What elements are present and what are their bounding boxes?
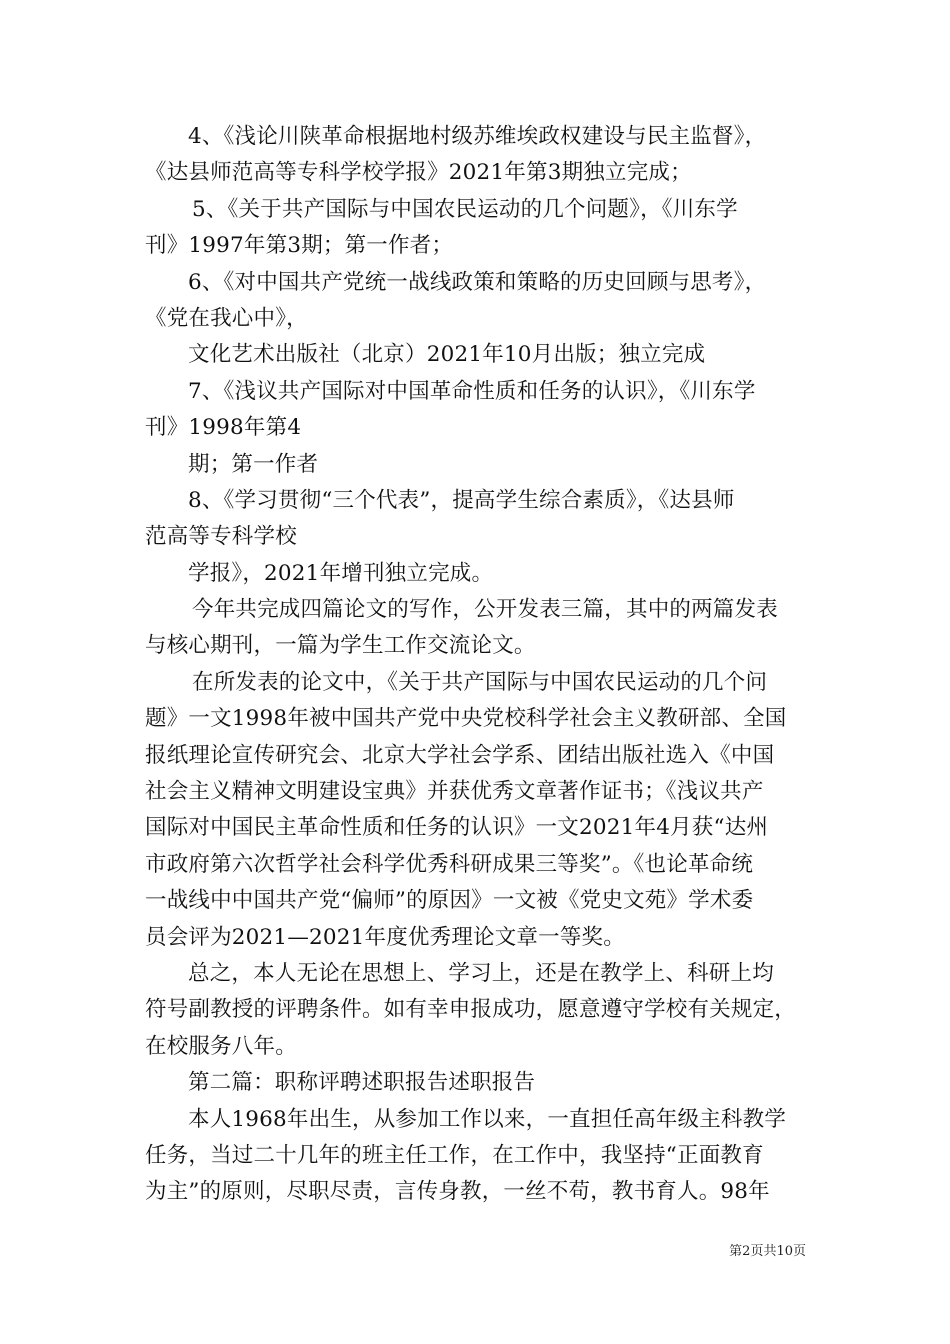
text-line: 5、《关于共产国际与中国农民运动的几个问题》，《川东学 [192, 196, 738, 222]
text-line: 6、《对中国共产党统一战线政策和策略的历史回顾与思考》， [188, 269, 767, 295]
text-line: 市政府第六次哲学社会科学优秀科研成果三等奖”。《也论革命统 [145, 851, 754, 877]
text-line: 本人1968年出生，从参加工作以来，一直担任高年级主科教学 [188, 1106, 787, 1132]
text-line: 一战线中中国共产党“偏师”的原因》一文被《党史文苑》学术委 [145, 888, 754, 914]
text-line: 7、《浅议共产国际对中国革命性质和任务的认识》，《川东学 [188, 378, 756, 404]
text-line: 学报》，2021年增刊独立完成。 [188, 560, 494, 586]
text-line: 社会主义精神文明建设宝典》并获优秀文章著作证书；《浅议共产 [145, 779, 764, 805]
page-number-footer: 第2页共10页 [729, 1244, 806, 1259]
text-line: 任务，当过二十几年的班主任工作，在工作中，我坚持“正面教育 [145, 1142, 764, 1168]
text-line: 《党在我心中》， [145, 305, 308, 331]
document-body [145, 119, 810, 1211]
text-line: 第二篇：职称评聘述职报告述职报告 [188, 1070, 536, 1096]
text-line: 题》一文1998年被中国共产党中央党校科学社会主义教研部、全国 [145, 706, 787, 732]
text-line: 4、《浅论川陕革命根据地村级苏维埃政权建设与民主监督》， [188, 124, 767, 149]
text-line: 今年共完成四篇论文的写作，公开发表三篇，其中的两篇发表 [192, 597, 778, 623]
text-line: 员会评为2021—2021年度优秀理论文章一等奖。 [145, 924, 625, 950]
text-line: 报纸理论宣传研究会、北京大学社会学系、团结出版社选入《中国 [145, 742, 775, 768]
text-line: 为主”的原则，尽职尽责，言传身教，一丝不苟，教书育人。98年 [145, 1179, 770, 1205]
text-line: 8、《学习贯彻“三个代表”，提高学生综合素质》，《达县师 [188, 487, 735, 513]
text-line: 在校服务八年。 [145, 1033, 297, 1059]
text-line: 刊》1998年第4 [145, 415, 302, 441]
text-line: 刊》1997年第3期；第一作者； [145, 233, 454, 259]
text-line: 文化艺术出版社（北京）2021年10月出版；独立完成 [188, 342, 706, 368]
text-line: 范高等专科学校 [145, 524, 297, 550]
text-line: 《达县师范高等专科学校学报》2021年第3期独立完成； [145, 160, 692, 186]
text-line: 与核心期刊，一篇为学生工作交流论文。 [145, 633, 536, 659]
text-line: 国际对中国民主革命性质和任务的认识》一文2021年4月获“达州 [145, 815, 769, 841]
text-line: 期；第一作者 [188, 451, 319, 477]
text-line: 在所发表的论文中，《关于共产国际与中国农民运动的几个问 [192, 669, 768, 695]
text-line: 总之，本人无论在思想上、学习上，还是在教学上、科研上均 [188, 960, 774, 986]
text-line: 符号副教授的评聘条件。如有幸申报成功，愿意遵守学校有关规定， [145, 997, 797, 1023]
